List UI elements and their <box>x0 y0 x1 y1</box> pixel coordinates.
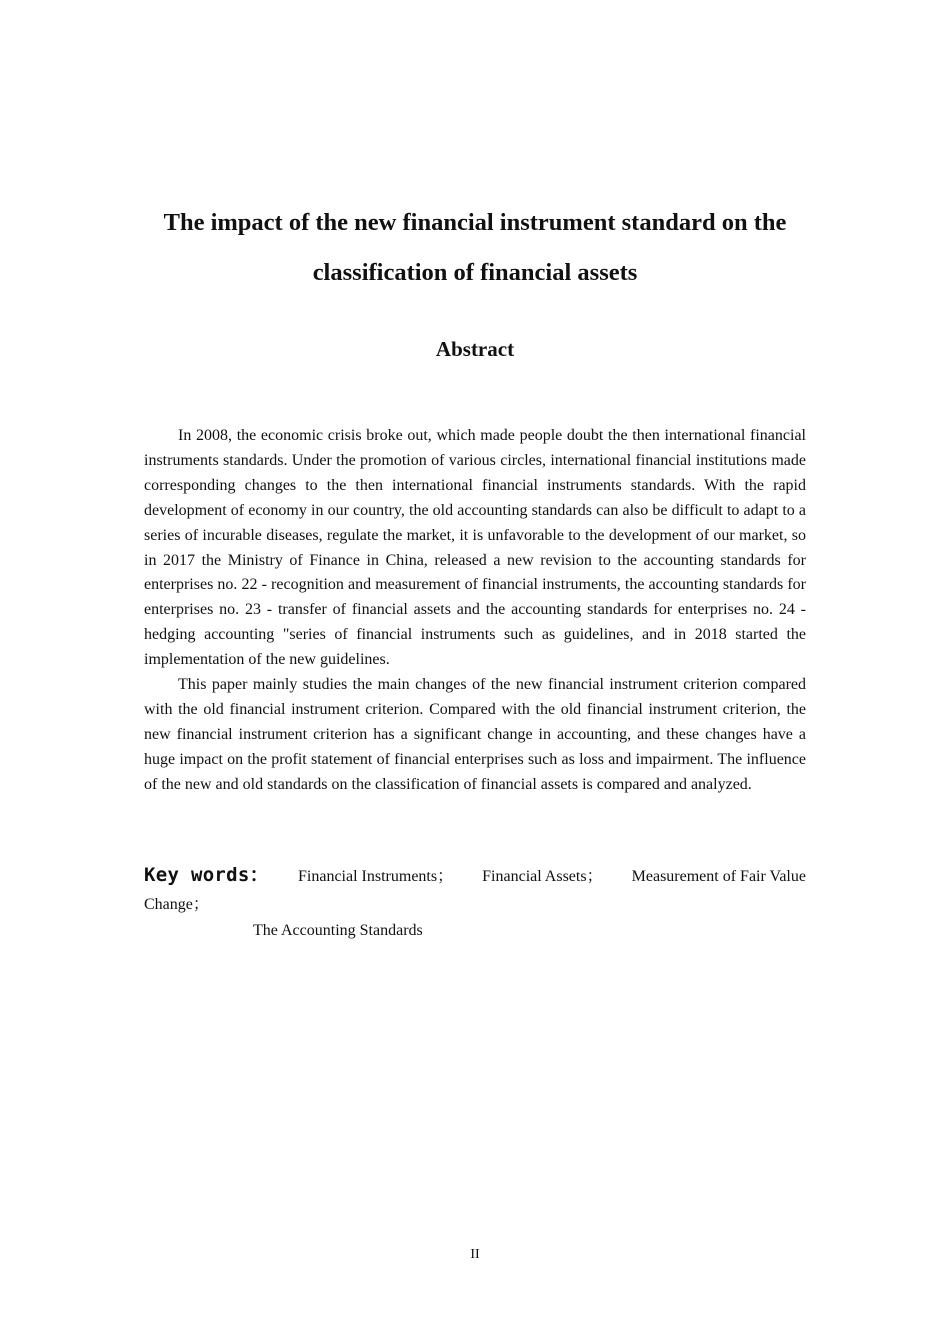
abstract-paragraph-1: In 2008, the economic crisis broke out, which made people doubt the then international financial instruments standards. Under the promotion of various circles, international financial institutions made corresponding changes to the then international financial instruments standards. With the rapid development of economy in our country, the old accounting standards can also be difficult to adapt to a series of incurable diseases, regulate the market, it is unfavorable to the development of our market, so in 2017 the Ministry of Finance in China, released a new revision to the accounting standards for enterprises no. 22 - recognition and measurement of financial instruments, the accounting standards for enterprises no. 23 - transfer of financial assets and the accounting standards for enterprises no. 24 - hedging accounting "series of financial instruments such as guidelines, and in 2018 started the implementation of the new guidelines. <box>144 427 806 669</box>
keywords-section <box>144 860 806 942</box>
abstract-heading: Abstract <box>435 337 515 361</box>
keywords-line-1 <box>144 860 806 892</box>
page-number: II <box>470 1247 480 1262</box>
paper-title-line-1: The impact of the new financial instrument standard on the <box>163 209 787 236</box>
keywords-label: Key words： <box>144 864 269 886</box>
paper-title <box>120 198 830 298</box>
abstract-paragraph-2: This paper mainly studies the main changes of the new financial instrument criterion compared with the old financial instrument criterion. Compared with the old financial instrument criterion, the new financial instrument criterion has a significant change in accounting, and these changes have a huge impact on the profit statement of financial enterprises such as loss and impairment. The influence of the new and old standards on the classification of financial assets is compared and analyzed. <box>144 676 806 793</box>
keyword-accounting-standards: The Accounting Standards <box>253 922 423 939</box>
keyword-financial-instruments: Financial Instruments； <box>298 868 454 885</box>
abstract-body <box>144 424 806 798</box>
keyword-fair-value-measurement: Measurement of Fair Value <box>631 868 806 885</box>
keyword-fair-value-change: Change； <box>144 896 209 913</box>
paper-title-line-2: classification of financial assets <box>312 259 638 286</box>
keyword-financial-assets: Financial Assets； <box>482 868 603 885</box>
